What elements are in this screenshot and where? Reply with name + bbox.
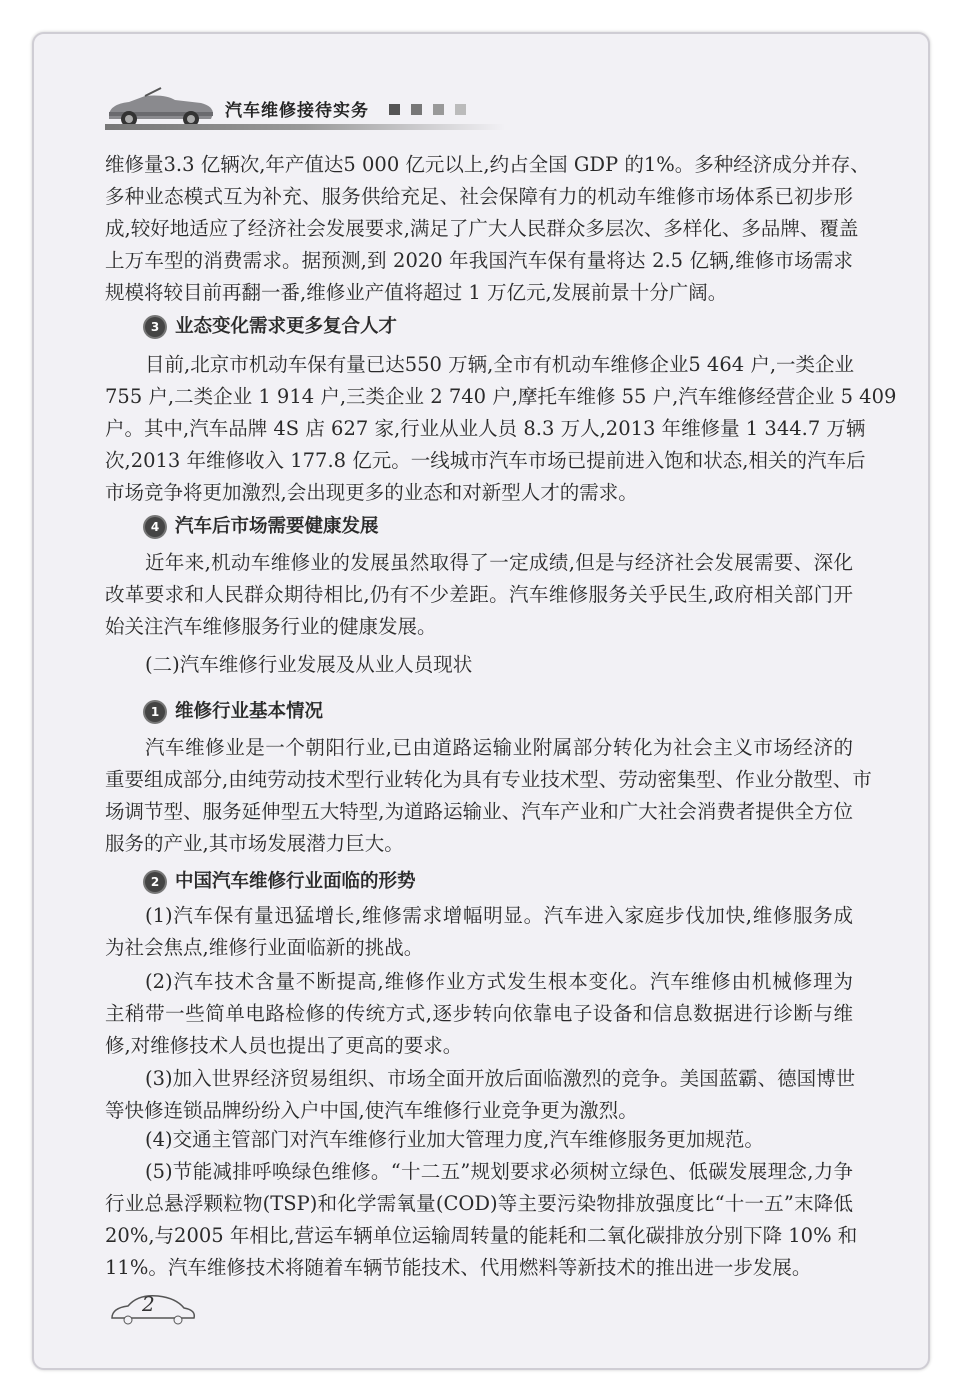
heading-text: 中国汽车维修行业面临的形势	[175, 871, 416, 892]
text-line: (4)交通主管部门对汽车维修行业加大管理力度,汽车维修服务更加规范。	[145, 1128, 764, 1151]
number-badge-icon: 2	[145, 872, 165, 892]
text-line: 重要组成部分,由纯劳动技术型行业转化为具有专业技术型、劳动密集型、作业分散型、市	[105, 768, 872, 791]
decor-square	[455, 104, 466, 115]
list-item-3	[105, 1063, 856, 1127]
decor-square	[433, 104, 444, 115]
text-line: 维修量3.3 亿辆次,年产值达5 000 亿元以上,约占全国 GDP 的1%。多种经济成分并存、	[105, 153, 870, 176]
text-line: 为社会焦点,维修行业面临新的挑战。	[105, 936, 424, 959]
text-line: (1)汽车保有量迅猛增长,维修需求增幅明显。汽车进入家庭步伐加快,维修服务成	[145, 904, 853, 927]
heading-text: 维修行业基本情况	[175, 701, 324, 722]
heading-4	[145, 512, 379, 542]
text-line: 规模将较目前再翻一番,维修业产值将超过 1 万亿元,发展前景十分广阔。	[105, 281, 728, 304]
paragraph-basic-situation	[105, 732, 872, 860]
page-footer	[108, 1288, 198, 1328]
text-line: 改革要求和人民群众期待相比,仍有不少差距。汽车维修服务关乎民生,政府相关部门开	[105, 583, 853, 606]
text-line: 场调节型、服务延伸型五大特型,为道路运输业、汽车产业和广大社会消费者提供全方位	[105, 800, 853, 823]
text-line: 20%,与2005 年相比,营运车辆单位运输周转量的能耗和二氧化碳排放分别下降 10% 和	[105, 1224, 858, 1247]
heading-text: 业态变化需求更多复合人才	[175, 316, 398, 337]
text-line: 近年来,机动车维修业的发展虽然取得了一定成绩,但是与经济社会发展需要、深化	[145, 551, 853, 574]
text-line: 755 户,二类企业 1 914 户,三类企业 2 740 户,摩托车维修 55 户,汽车维修经营企业 5 409	[105, 385, 897, 408]
list-item-5	[105, 1156, 858, 1284]
heading-b1	[145, 697, 323, 727]
section-title: (二)汽车维修行业发展及从业人员现状	[145, 653, 473, 676]
text-line: 等快修连锁品牌纷纷入户中国,使汽车维修行业竞争更为激烈。	[105, 1099, 638, 1122]
text-line: 次,2013 年维修收入 177.8 亿元。一线城市汽车市场已提前进入饱和状态,相关的汽车后	[105, 449, 866, 472]
text-line: 始关注汽车维修服务行业的健康发展。	[105, 615, 437, 638]
decor-square	[389, 104, 400, 115]
book-title: 汽车维修接待实务	[225, 101, 369, 121]
paragraph-industry-scale	[105, 149, 870, 309]
text-line: (2)汽车技术含量不断提高,维修作业方式发生根本变化。汽车维修由机械修理为	[145, 970, 853, 993]
page-number: 2	[142, 1292, 155, 1316]
text-line: 汽车维修业是一个朝阳行业,已由道路运输业附属部分转化为社会主义市场经济的	[145, 736, 853, 759]
paragraph-aftermarket	[105, 547, 853, 643]
car-logo-icon	[105, 86, 217, 128]
heading-text: 汽车后市场需要健康发展	[175, 516, 379, 537]
text-line: (3)加入世界经济贸易组织、市场全面开放后面临激烈的竞争。美国蓝霸、德国博世	[145, 1067, 856, 1090]
text-line: 行业总悬浮颗粒物(TSP)和化学需氧量(COD)等主要污染物排放强度比“十一五”末降低	[105, 1192, 853, 1215]
header-rule	[105, 124, 505, 130]
number-badge-icon: 3	[145, 317, 165, 337]
text-line: (5)节能减排呼唤绿色维修。“十二五”规划要求必须树立绿色、低碳发展理念,力争	[145, 1160, 853, 1183]
text-line: 目前,北京市机动车保有量已达550 万辆,全市有机动车维修企业5 464 户,一类企业	[145, 353, 855, 376]
decor-square	[411, 104, 422, 115]
text-line: 上万车型的消费需求。据预测,到 2020 年我国汽车保有量将达 2.5 亿辆,维修市场需求	[105, 249, 853, 272]
running-header	[105, 86, 865, 134]
text-line: 11%。汽车维修技术将随着车辆节能技术、代用燃料等新技术的推出进一步发展。	[105, 1256, 812, 1279]
number-badge-icon: 4	[145, 517, 165, 537]
text-line: 多种业态模式互为补充、服务供给充足、社会保障有力的机动车维修市场体系已初步形	[105, 185, 853, 208]
list-item-1	[105, 900, 853, 964]
number-badge-icon: 1	[145, 702, 165, 722]
text-line: 成,较好地适应了经济社会发展要求,满足了广大人民群众多层次、多样化、多品牌、覆盖	[105, 217, 859, 240]
text-line: 市场竞争将更加激烈,会出现更多的业态和对新型人才的需求。	[105, 481, 638, 504]
text-line: 服务的产业,其市场发展潜力巨大。	[105, 832, 404, 855]
list-item-4	[105, 1124, 853, 1156]
heading-3	[145, 312, 397, 342]
text-line: 主稍带一些简单电路检修的传统方式,逐步转向依靠电子设备和信息数据进行诊断与维	[105, 1002, 853, 1025]
text-line: 修,对维修技术人员也提出了更高的要求。	[105, 1034, 463, 1057]
paragraph-beijing	[105, 349, 897, 509]
list-item-2	[105, 966, 853, 1062]
heading-b2	[145, 867, 416, 897]
text-line: 户。其中,汽车品牌 4S 店 627 家,行业从业人员 8.3 万人,2013 年维修量 1 344.7 万辆	[105, 417, 866, 440]
